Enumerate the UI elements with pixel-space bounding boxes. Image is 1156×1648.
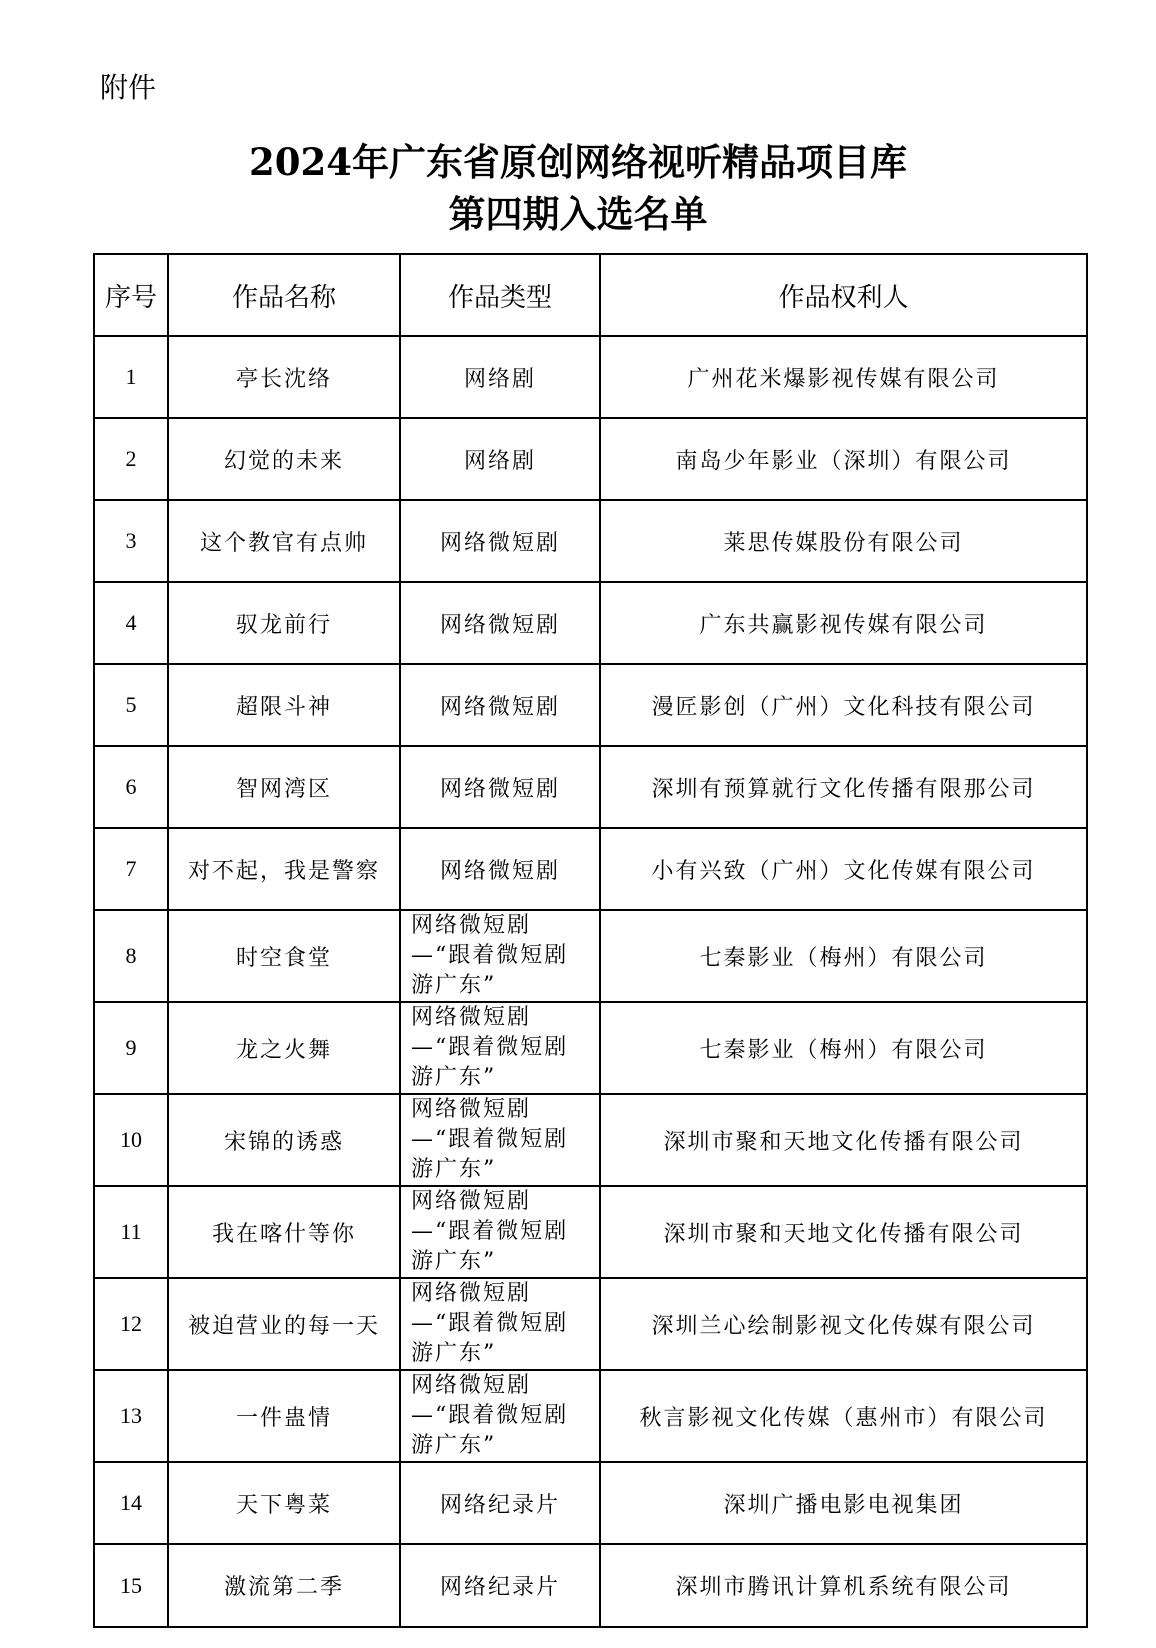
column-header-number: 序号 <box>94 254 168 336</box>
rights-holder: 深圳市聚和天地文化传播有限公司 <box>600 1094 1087 1186</box>
work-name: 宋锦的诱惑 <box>168 1094 400 1186</box>
row-number: 10 <box>94 1094 168 1186</box>
rights-holder: 深圳市腾讯计算机系统有限公司 <box>600 1544 1087 1627</box>
table-body <box>94 336 1087 1627</box>
work-type: 网络微短剧 <box>400 500 600 582</box>
work-type: 网络微短剧—“跟着微短剧游广东” <box>400 1002 600 1094</box>
row-number: 12 <box>94 1278 168 1370</box>
row-number: 9 <box>94 1002 168 1094</box>
selection-table <box>93 253 1088 1628</box>
work-type: 网络剧 <box>400 418 600 500</box>
work-name: 超限斗神 <box>168 664 400 746</box>
rights-holder: 莱思传媒股份有限公司 <box>600 500 1087 582</box>
work-name: 对不起，我是警察 <box>168 828 400 910</box>
column-header-type: 作品类型 <box>400 254 600 336</box>
row-number: 3 <box>94 500 168 582</box>
work-name: 龙之火舞 <box>168 1002 400 1094</box>
row-number: 5 <box>94 664 168 746</box>
work-type: 网络纪录片 <box>400 1544 600 1627</box>
table-row <box>94 910 1087 1002</box>
table-row <box>94 828 1087 910</box>
work-name: 激流第二季 <box>168 1544 400 1627</box>
row-number: 13 <box>94 1370 168 1462</box>
table-row <box>94 1186 1087 1278</box>
work-name: 天下粤菜 <box>168 1462 400 1544</box>
table-row <box>94 1094 1087 1186</box>
row-number: 15 <box>94 1544 168 1627</box>
rights-holder: 七秦影业（梅州）有限公司 <box>600 910 1087 1002</box>
work-name: 一件蛊情 <box>168 1370 400 1462</box>
row-number: 11 <box>94 1186 168 1278</box>
row-number: 2 <box>94 418 168 500</box>
table-row <box>94 1370 1087 1462</box>
rights-holder: 深圳市聚和天地文化传播有限公司 <box>600 1186 1087 1278</box>
row-number: 14 <box>94 1462 168 1544</box>
column-header-owner: 作品权利人 <box>600 254 1087 336</box>
table-row <box>94 418 1087 500</box>
work-type: 网络微短剧—“跟着微短剧游广东” <box>400 1278 600 1370</box>
table-header-row <box>94 254 1087 336</box>
work-name: 这个教官有点帅 <box>168 500 400 582</box>
work-name: 驭龙前行 <box>168 582 400 664</box>
work-type: 网络微短剧 <box>400 664 600 746</box>
rights-holder: 漫匠影创（广州）文化科技有限公司 <box>600 664 1087 746</box>
rights-holder: 秋言影视文化传媒（惠州市）有限公司 <box>600 1370 1087 1462</box>
work-type: 网络微短剧—“跟着微短剧游广东” <box>400 1094 600 1186</box>
rights-holder: 深圳广播电影电视集团 <box>600 1462 1087 1544</box>
table-row <box>94 664 1087 746</box>
column-header-name: 作品名称 <box>168 254 400 336</box>
row-number: 8 <box>94 910 168 1002</box>
rights-holder: 广东共赢影视传媒有限公司 <box>600 582 1087 664</box>
work-type: 网络剧 <box>400 336 600 418</box>
table-row <box>94 336 1087 418</box>
work-type: 网络微短剧—“跟着微短剧游广东” <box>400 910 600 1002</box>
rights-holder: 南岛少年影业（深圳）有限公司 <box>600 418 1087 500</box>
table-row <box>94 746 1087 828</box>
rights-holder: 七秦影业（梅州）有限公司 <box>600 1002 1087 1094</box>
work-type: 网络微短剧 <box>400 582 600 664</box>
work-name: 时空食堂 <box>168 910 400 1002</box>
work-type: 网络微短剧 <box>400 746 600 828</box>
work-name: 智网湾区 <box>168 746 400 828</box>
work-name: 亭长沈络 <box>168 336 400 418</box>
work-name: 被迫营业的每一天 <box>168 1278 400 1370</box>
rights-holder: 小有兴致（广州）文化传媒有限公司 <box>600 828 1087 910</box>
row-number: 1 <box>94 336 168 418</box>
rights-holder: 广州花米爆影视传媒有限公司 <box>600 336 1087 418</box>
table-row <box>94 500 1087 582</box>
table-row <box>94 1462 1087 1544</box>
table-row <box>94 1002 1087 1094</box>
row-number: 4 <box>94 582 168 664</box>
row-number: 6 <box>94 746 168 828</box>
work-type: 网络纪录片 <box>400 1462 600 1544</box>
row-number: 7 <box>94 828 168 910</box>
table-row <box>94 1544 1087 1627</box>
document-title: 2024年广东省原创网络视听精品项目库 <box>249 140 907 184</box>
table-row <box>94 582 1087 664</box>
work-name: 幻觉的未来 <box>168 418 400 500</box>
work-type: 网络微短剧 <box>400 828 600 910</box>
work-name: 我在喀什等你 <box>168 1186 400 1278</box>
table-row <box>94 1278 1087 1370</box>
rights-holder: 深圳有预算就行文化传播有限那公司 <box>600 746 1087 828</box>
rights-holder: 深圳兰心绘制影视文化传媒有限公司 <box>600 1278 1087 1370</box>
document-subtitle: 第四期入选名单 <box>448 192 708 236</box>
attachment-label: 附件 <box>100 71 157 104</box>
work-type: 网络微短剧—“跟着微短剧游广东” <box>400 1186 600 1278</box>
work-type: 网络微短剧—“跟着微短剧游广东” <box>400 1370 600 1462</box>
